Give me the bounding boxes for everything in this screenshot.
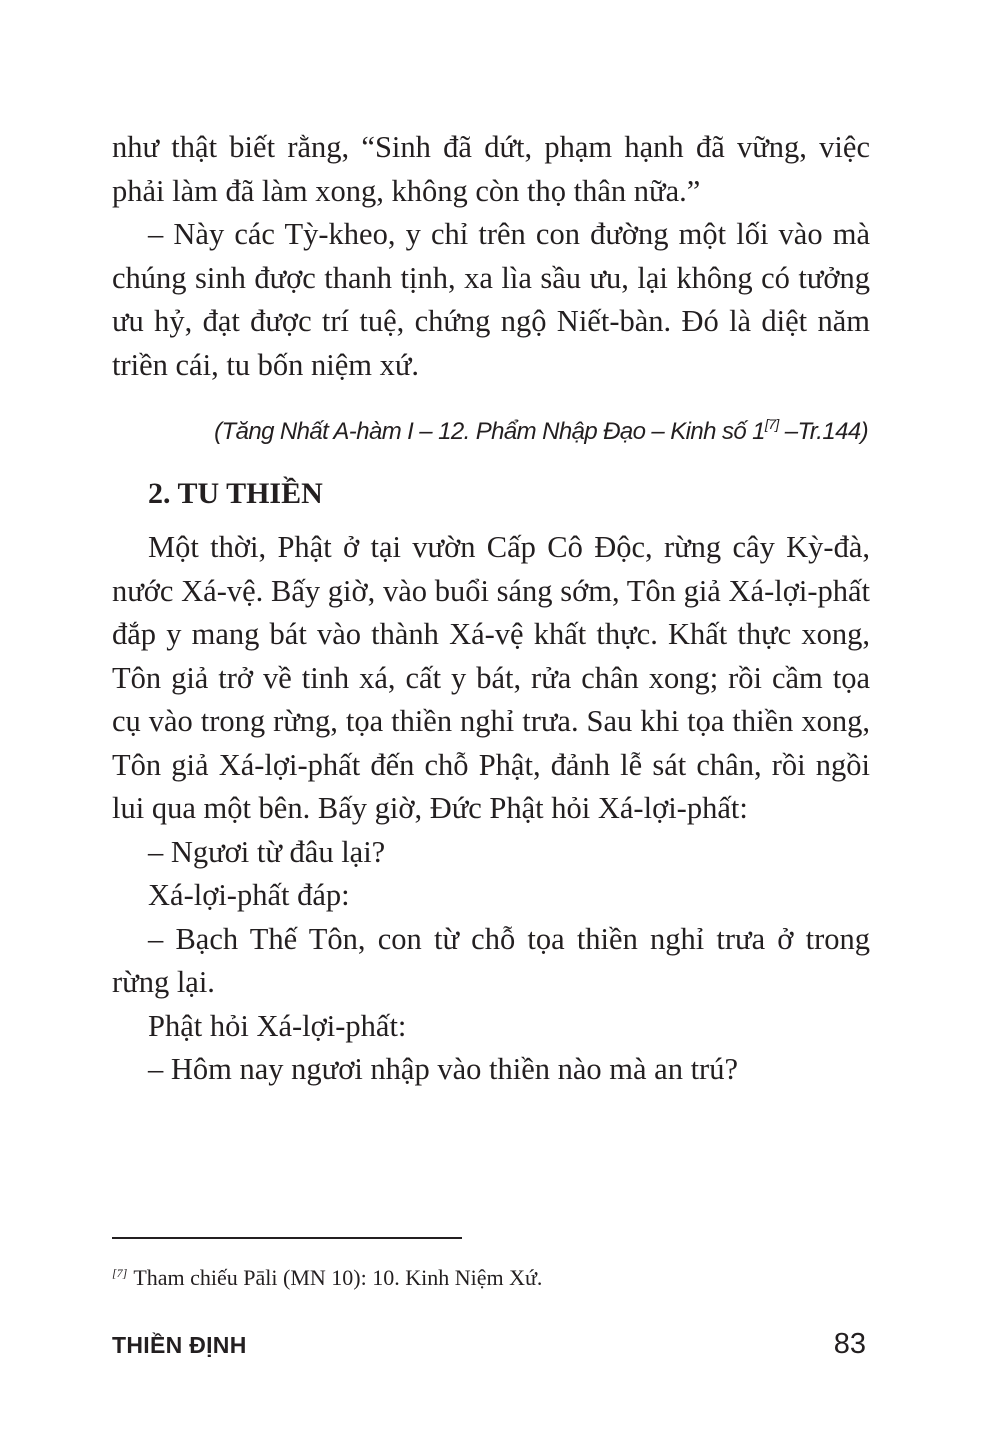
paragraph-dialogue: Xá-lợi-phất đáp: [148,878,350,912]
source-citation-text: (Tăng Nhất A-hàm I – 12. Phẩm Nhập Đạo – Kinh số 1 [214,418,765,445]
paragraph-narrative: Một thời, Phật ở tại vườn Cấp Cô Độc, rừng cây Kỳ-đà, nước Xá-vệ. Bấy giờ, vào buổi sáng sớm, Tôn giả Xá-lợi-phất đắp y mang bát vào thành Xá-vệ khất thực. Khất thực xong, Tôn giả trở về tinh xá, cất y bát, rửa chân xong; rồi cầm tọa cụ vào trong rừng, tọa thiền nghỉ trưa. Sau khi tọa thiền xong, Tôn giả Xá-lợi-phất đến chỗ Phật, đảnh lễ sát chân, rồi ngồi lui qua một bên. Bấy giờ, Đức Phật hỏi Xá-lợi-phất: [112,530,870,825]
paragraph-buddha-speech: – Này các Tỳ-kheo, y chỉ trên con đường một lối vào mà chúng sinh được thanh tịnh, xa lìa sầu ưu, lại không có tưởng ưu hỷ, đạt được trí tuệ, chứng ngộ Niết-bàn. Đó là diệt năm triền cái, tu bốn niệm xứ. [112,217,870,382]
source-citation [112,404,868,452]
footnote-text: Tham chiếu Pāli (MN 10): 10. Kinh Niệm Xứ. [133,1265,543,1290]
paragraph-dialogue: – Ngươi từ đâu lại? [148,834,386,869]
paragraph-dialogue: – Bạch Thế Tôn, con từ chỗ tọa thiền nghỉ trưa ở trong rừng lại. [112,921,870,999]
source-citation-tail: –Tr.144) [778,418,868,445]
footnote-marker: [7] [112,1266,128,1280]
footnote-divider [112,1237,462,1239]
paragraph-dialogue: – Hôm nay ngươi nhập vào thiền nào mà an trú? [148,1052,738,1086]
footnote-reference: [7] [764,416,779,432]
body-text-main [112,526,870,1092]
section-heading: 2. TU THIỀN [148,477,323,510]
paragraph-continuation: như thật biết rằng, “Sinh đã dứt, phạm hạnh đã vững, việc phải làm đã làm xong, không còn thọ thân nữa.” [112,130,870,208]
paragraph-dialogue: Phật hỏi Xá-lợi-phất: [148,1008,407,1043]
running-title: THIỀN ĐỊNH [112,1332,247,1358]
footnote [112,1258,542,1293]
body-text-top [112,126,870,387]
page-number: 83 [833,1328,866,1360]
